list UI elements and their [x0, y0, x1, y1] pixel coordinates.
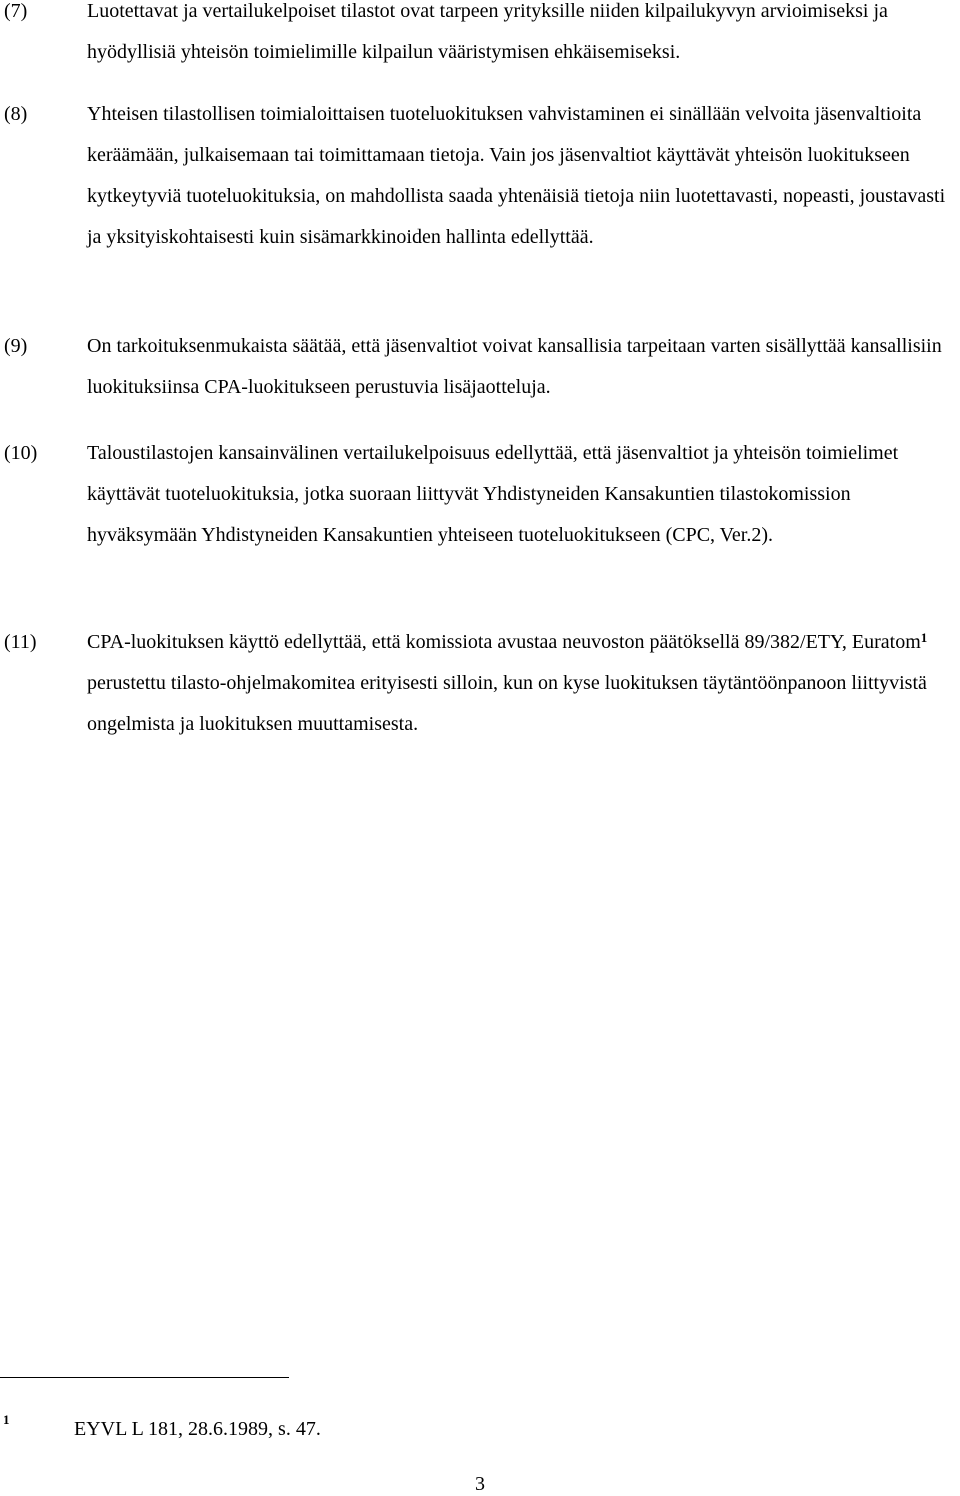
- recital-text: Yhteisen tilastollisen toimialoittaisen tuoteluokituksen vahvistaminen ei sinällään velvoita jäsenvaltioita keräämään, julkaisemaan tai toimittamaan tietoja. Vain jos jäsenvaltiot käyttävät yhteisön luokitukseen kytkeytyviä tuoteluokituksia, on mahdollista saada yhtenäisiä tietoja niin luotettavasti, nopeasti, joustavasti ja yksityiskohtaisesti kuin sisämarkkinoiden hallinta edellyttää.: [87, 103, 946, 248]
- footnote-reference[interactable]: 1: [920, 630, 928, 645]
- recital-text: [87, 622, 959, 745]
- footnote-text: EYVL L 181, 28.6.1989, s. 47.: [74, 1418, 321, 1440]
- footnote-separator: [0, 1377, 289, 1378]
- recital-number: (8): [4, 103, 28, 125]
- recital-text: On tarkoituksenmukaista säätää, että jäsenvaltiot voivat kansallisia tarpeitaan varten sisällyttää kansallisiin luokituksiinsa CPA-luokitukseen perustuvia lisäjaotteluja.: [87, 335, 942, 398]
- recital-text-part: perustettu tilasto-ohjelmakomitea erityisesti silloin, kun on kyse luokituksen täytäntöönpanoon liittyvistä ongelmista ja luokituksen muuttamisesta.: [87, 672, 927, 735]
- footnote-mark: 1: [3, 1412, 10, 1427]
- recital-number: (11): [4, 631, 37, 653]
- recital-number: (7): [4, 0, 28, 22]
- recital-number: (9): [4, 335, 28, 357]
- page-number: 3: [475, 1473, 485, 1495]
- recital-number: (10): [4, 442, 38, 464]
- recital-text-part: CPA-luokituksen käyttö edellyttää, että komissiota avustaa neuvoston päätöksellä 89/382/ETY, Euratom: [87, 631, 921, 653]
- recital-text: Luotettavat ja vertailukelpoiset tilastot ovat tarpeen yrityksille niiden kilpailukyvyn arvioimiseksi ja hyödyllisiä yhteisön toimielimille kilpailun vääristymisen ehkäisemiseksi.: [87, 0, 888, 63]
- recital-text: Taloustilastojen kansainvälinen vertailukelpoisuus edellyttää, että jäsenvaltiot ja yhteisön toimielimet käyttävät tuoteluokituksia, jotka suoraan liittyvät Yhdistyneiden Kansakuntien tilastokomission hyväksymään Yhdistyneiden Kansakuntien yhteiseen tuoteluokitukseen (CPC, Ver.2).: [87, 442, 899, 546]
